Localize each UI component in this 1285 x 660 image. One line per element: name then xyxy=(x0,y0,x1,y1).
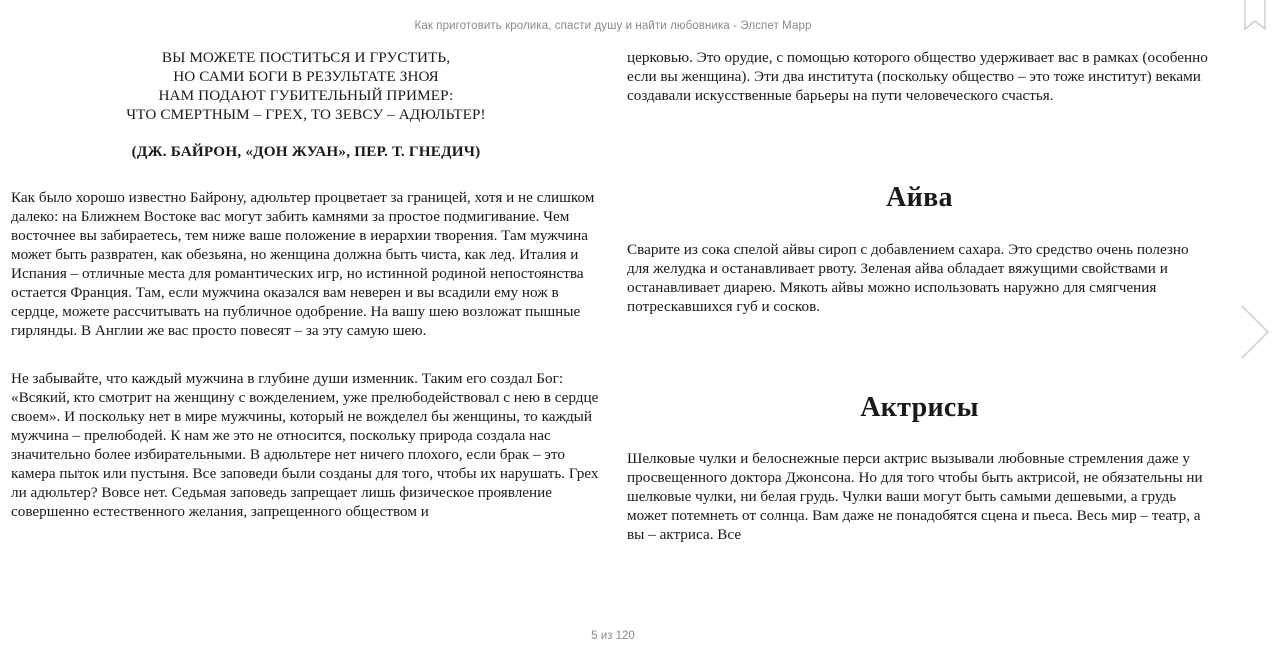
left-page-column xyxy=(11,48,601,521)
body-paragraph: Не забывайте, что каждый мужчина в глубине души изменник. Таким его создал Бог: «Всякий, кто смотрит на женщину с вожделением, уже прелюбодействовал с нею в сердце своем». И поскольку нет в мире мужчины, который не вожделел бы женщины, то каждый мужчина – прелюбодей. К нам же это не относится, поскольку природа создала нас значительно более избирательными. В адюльтере нет ничего плохого, если брак – это камера пыток или пустыня. Все заповеди были созданы для того, чтобы их нарушать. Грех ли адюльтер? Вовсе нет. Седьмая заповедь запрещает лишь физическое проявление совершенно естественного желания, запрещенного обществом и xyxy=(11,370,599,520)
book-title: Как приготовить кролика, спасти душу и найти любовника - Элспет Марр xyxy=(414,20,812,32)
body-paragraph: Шелковые чулки и белоснежные перси актрис вызывали любовные стремления даже у просвещенного доктора Джонсона. Но для того чтобы быть актрисой, не обязательны ни шелковые чулки, ни белая грудь. Чулки ваши могут быть самыми дешевыми, а грудь может потемнеть от солнца. Вам даже не понадобятся сцена и пьеса. Весь мир – театр, а вы – актриса. Все xyxy=(627,450,1203,543)
body-paragraph: Сварите из сока спелой айвы сироп с добавлением сахара. Это средство очень полезно для желудка и останавливает рвоту. Зеленая айва обладает вяжущими свойствами и останавливает диарею. Мякоть айвы можно использовать наружно для смягчения потрескавшихся губ и сосков. xyxy=(627,241,1189,315)
section-heading-aiva: Айва xyxy=(886,182,953,213)
bookmark-icon[interactable] xyxy=(1244,0,1266,30)
right-page-column xyxy=(627,48,1212,544)
chevron-right-icon[interactable] xyxy=(1238,304,1272,360)
epigraph xyxy=(11,48,601,161)
epigraph-line: НАМ ПОДАЮТ ГУБИТЕЛЬНЫЙ ПРИМЕР: xyxy=(158,87,454,104)
page-counter: 5 из 120 xyxy=(591,630,635,642)
body-paragraph-continuation: церковью. Это орудие, с помощью которого общество удерживает вас в рамках (особенно если вы женщина). Эти два института (поскольку общество – это тоже институт) веками создавали искусственные барьеры на пути человеческого счастья. xyxy=(627,49,1208,104)
body-paragraph: Как было хорошо известно Байрону, адюльтер процветает за границей, хотя и не слишком далеко: на Ближнем Востоке вас могут забить камнями за простое подмигивание. Чем восточнее вы забираетесь, тем ниже ваше положение в иерархии творения. Там мужчина может быть развратен, как обезьяна, но женщина должна быть чиста, как лед. Италия и Испания – отличные места для романтических игр, но истинной родиной непостоянства остается Франция. Там, если мужчина оказался вам неверен и вы всадили ему нож в сердце, можете рассчитывать на публичное одобрение. На вашу шею возложат пышные гирлянды. В Англии же вас просто повесят – за эту самую шею. xyxy=(11,189,595,339)
epigraph-source: (ДЖ. БАЙРОН, «ДОН ЖУАН», ПЕР. Т. ГНЕДИЧ) xyxy=(131,143,481,160)
epigraph-line: НО САМИ БОГИ В РЕЗУЛЬТАТЕ ЗНОЯ xyxy=(173,68,439,85)
section-heading-aktrisy: Актрисы xyxy=(860,392,979,423)
epigraph-line: ВЫ МОЖЕТЕ ПОСТИТЬСЯ И ГРУСТИТЬ, xyxy=(161,49,451,66)
epigraph-line: ЧТО СМЕРТНЫМ – ГРЕХ, ТО ЗЕВСУ – АДЮЛЬТЕР! xyxy=(126,106,486,123)
